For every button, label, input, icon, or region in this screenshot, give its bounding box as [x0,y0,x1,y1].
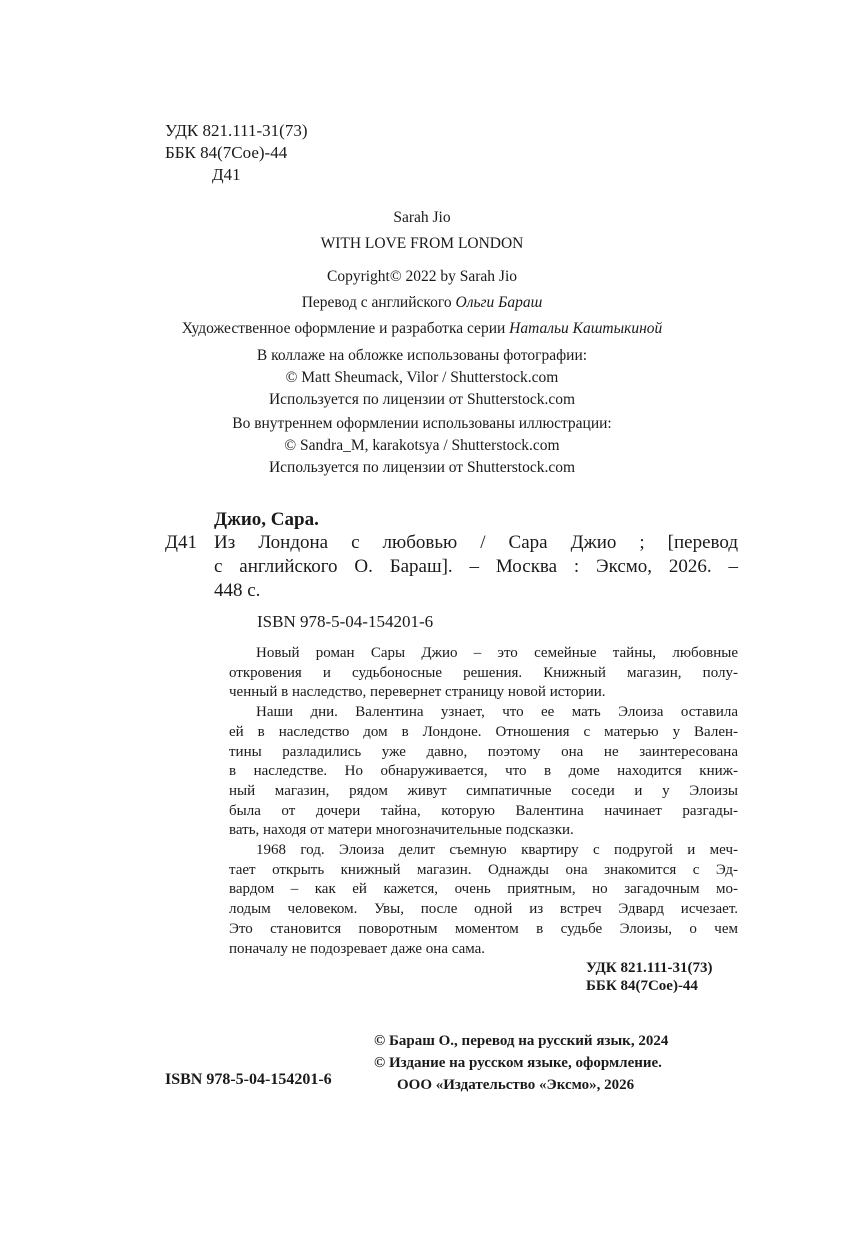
cover-photos-line2: © Matt Sheumack, Vilor / Shutterstock.com [285,369,559,386]
catalog-entry [214,531,738,603]
footer-udk-code: УДК 821.111-31(73) [586,960,713,976]
catalog-code: Д41 [165,532,197,553]
inner-illustrations-line1: Во внутреннем оформлении использованы иллюстрации: [232,415,612,432]
annotation-line: 1968 год. Элоиза делит съемную квартиру с подругой и меч- [256,842,738,859]
translation-credit [0,292,844,314]
translator-name: Ольги Бараш [455,294,543,311]
annotation [229,644,738,959]
footer-bbk-code: ББК 84(7Сое)-44 [586,978,698,994]
designer-name: Натальи Каштыкиной [509,320,663,337]
annotation-line: вардом – как ей кажется, очень приятным, но загадочным мо- [229,881,738,898]
design-prefix: Художественное оформление и разработка серии [181,320,506,337]
inner-illustrations-line3: Используется по лицензии от Shutterstock.com [268,459,576,476]
original-copyright: Copyright© 2022 by Sarah Jio [326,268,518,285]
annotation-paragraph [229,644,738,703]
cover-photos-line1: В коллаже на обложке использованы фотографии: [256,347,588,364]
imprint-copyright-edition: © Издание на русском языке, оформление. [374,1055,662,1071]
annotation-line: ей в наследство дом в Лондоне. Отношения с матерью у Вален- [229,723,738,740]
catalog-author-heading: Джио, Сара. [214,509,319,530]
annotation-line: тины разладились уже давно, поэтому она не заинтересована [229,743,738,760]
catalog-entry-line: с английского О. Бараш]. – Москва : Эксмо, 2026. – [214,556,738,577]
annotation-line: тает открыть книжный магазин. Однажды она знакомится с Эд- [229,861,738,878]
annotation-line: ный магазин, рядом живут симпатичные соседи и у Элоизы [229,782,738,799]
annotation-line: откровения и судьбоносные решения. Книжный магазин, полу- [229,664,738,681]
annotation-line: в наследстве. Но обнаруживается, что в доме находится книж- [229,763,738,780]
original-title: WITH LOVE FROM LONDON [320,235,524,252]
imprint-isbn: ISBN 978-5-04-154201-6 [165,1071,332,1088]
author-code: Д41 [212,165,241,184]
original-author: Sarah Jio [393,209,451,226]
design-credit [0,318,844,340]
cover-photos-line3: Используется по лицензии от Shutterstock.com [268,391,576,408]
annotation-paragraph [229,703,738,841]
annotation-line: Новый роман Сары Джио – это семейные тайны, любовные [256,645,738,661]
annotation-line: вать, находя от матери многозначительные подсказки. [229,822,574,839]
translation-prefix: Перевод с английского [301,294,452,311]
catalog-entry-line: 448 с. [214,580,261,601]
udk-code: УДК 821.111-31(73) [165,121,308,140]
annotation-line: поначалу не подозревает даже она сама. [229,940,486,957]
annotation-line: ченный в наследство, перевернет страницу новой истории. [229,684,606,701]
catalog-entry-line: Из Лондона с любовью / Сара Джио ; [перевод [214,532,738,553]
annotation-line: Это становится поворотным моментом в судьбе Элоизы, о чем [229,920,738,937]
annotation-line: была от дочери тайна, которую Валентина начинает разгады- [229,802,738,819]
imprint-copyright-translation: © Бараш О., перевод на русский язык, 2024 [374,1033,669,1049]
annotation-paragraph [229,841,738,959]
imprint-publisher: ООО «Издательство «Эксмо», 2026 [397,1077,635,1093]
bbk-code: ББК 84(7Сое)-44 [165,143,288,162]
annotation-line: лодым человеком. Увы, после одной из встреч Эдвард исчезает. [229,901,738,918]
annotation-line: Наши дни. Валентина узнает, что ее мать Элоиза оставила [256,704,738,721]
inner-illustrations-line2: © Sandra_M, karakotsya / Shutterstock.com [284,437,560,454]
catalog-isbn: ISBN 978-5-04-154201-6 [257,612,434,631]
